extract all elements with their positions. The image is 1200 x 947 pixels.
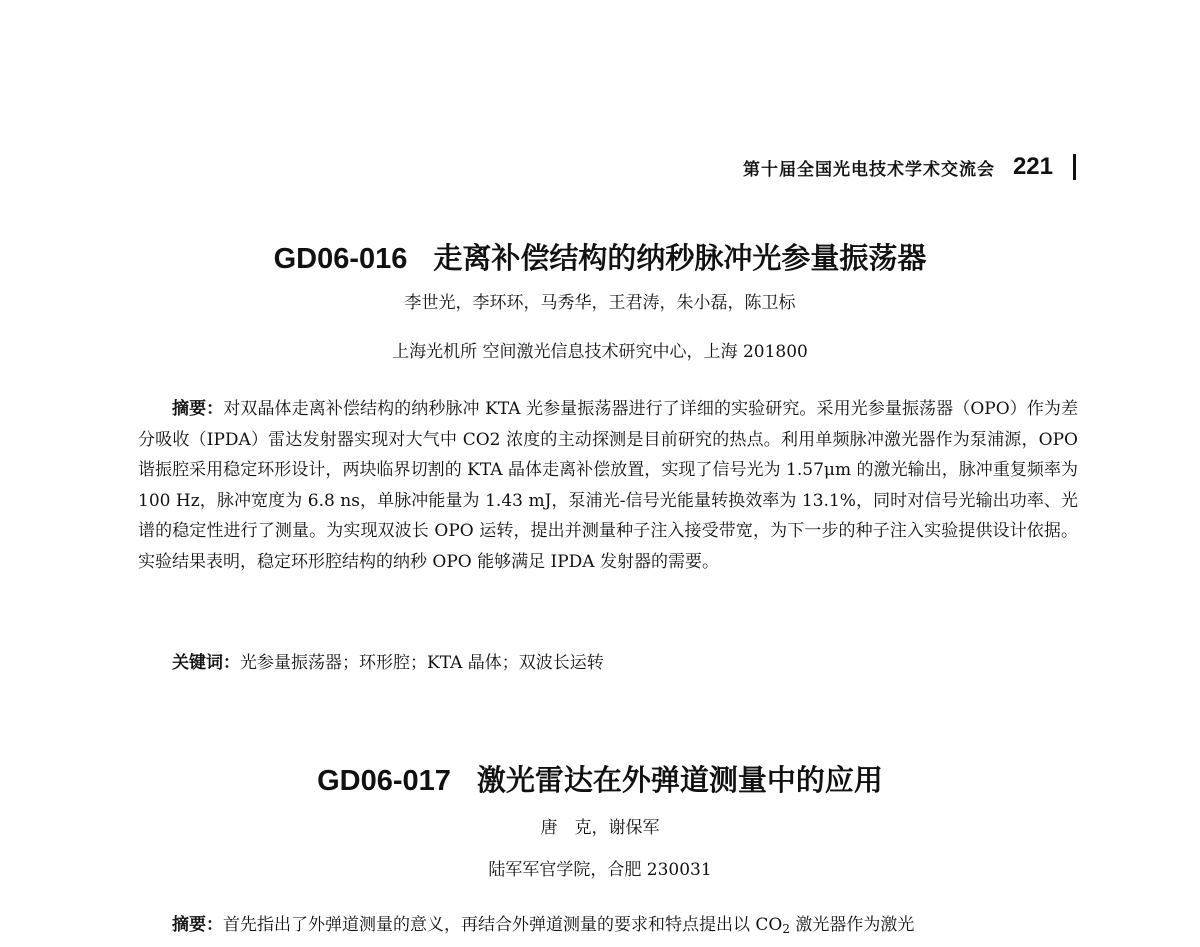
article2-abstract-label: 摘要： bbox=[172, 915, 223, 935]
conference-name: 第十届全国光电技术学术交流会 bbox=[742, 159, 995, 180]
header-rule bbox=[1073, 154, 1076, 180]
article2-abstract-text-after: 激光器作为激光 bbox=[790, 915, 915, 935]
article2-abstract-subscript: 2 bbox=[782, 922, 790, 936]
article2-abstract bbox=[138, 910, 1078, 945]
article2-abstract-text-before: 首先指出了外弹道测量的意义，再结合外弹道测量的要求和特点提出以 CO bbox=[223, 915, 783, 935]
article1-keywords-label: 关键词： bbox=[172, 653, 240, 673]
article1-title-text: 走离补偿结构的纳秒脉冲光参量振荡器 bbox=[433, 241, 927, 275]
article1-code: GD06-016 bbox=[273, 243, 408, 275]
running-header bbox=[743, 150, 1076, 184]
article2-title bbox=[0, 760, 1200, 801]
article1-abstract bbox=[138, 394, 1078, 577]
article2-title-text: 激光雷达在外弹道测量中的应用 bbox=[476, 763, 883, 797]
article1-keywords-text: 光参量振荡器；环形腔；KTA 晶体；双波长运转 bbox=[240, 653, 604, 673]
article1-keywords bbox=[138, 648, 1078, 678]
page-number: 221 bbox=[1012, 153, 1053, 180]
article1-authors: 李世光，李环环，马秀华，王君涛，朱小磊，陈卫标 bbox=[404, 293, 796, 313]
article1-abstract-label: 摘要： bbox=[172, 399, 224, 419]
article1-abstract-text: 对双晶体走离补偿结构的纳秒脉冲 KTA 光参量振荡器进行了详细的实验研究。采用光参量振荡器（OPO）作为差分吸收（IPDA）雷达发射器实现对大气中 CO2 浓度的主动探测是目前研究的热点。利用单频脉冲激光器作为泵浦源，OPO 谐振腔采用稳定环形设计，两块临界切割的 KTA 晶体走离补偿放置，实现了信号光为 1.57μm 的激光输出，脉冲重复频率为 100 Hz，脉冲宽度为 6.8 ns，单脉冲能量为 1.43 mJ，泵浦光-信号光能量转换效率为 13.1%，同时对信号光输出功率、光谱的稳定性进行了测量。为实现双波长 OPO 运转，提出并测量种子注入接受带宽，为下一步的种子注入实验提供设计依据。实验结果表明，稳定环形腔结构的纳秒 OPO 能够满足 IPDA 发射器的需要。 bbox=[138, 399, 1079, 572]
article1-affiliation: 上海光机所 空间激光信息技术研究中心，上海 201800 bbox=[392, 342, 808, 362]
article2-code: GD06-017 bbox=[317, 765, 451, 797]
article2-authors: 唐 克，谢保军 bbox=[540, 818, 660, 838]
article1-title bbox=[0, 238, 1200, 279]
article2-affiliation: 陆军军官学院，合肥 230031 bbox=[488, 860, 712, 880]
